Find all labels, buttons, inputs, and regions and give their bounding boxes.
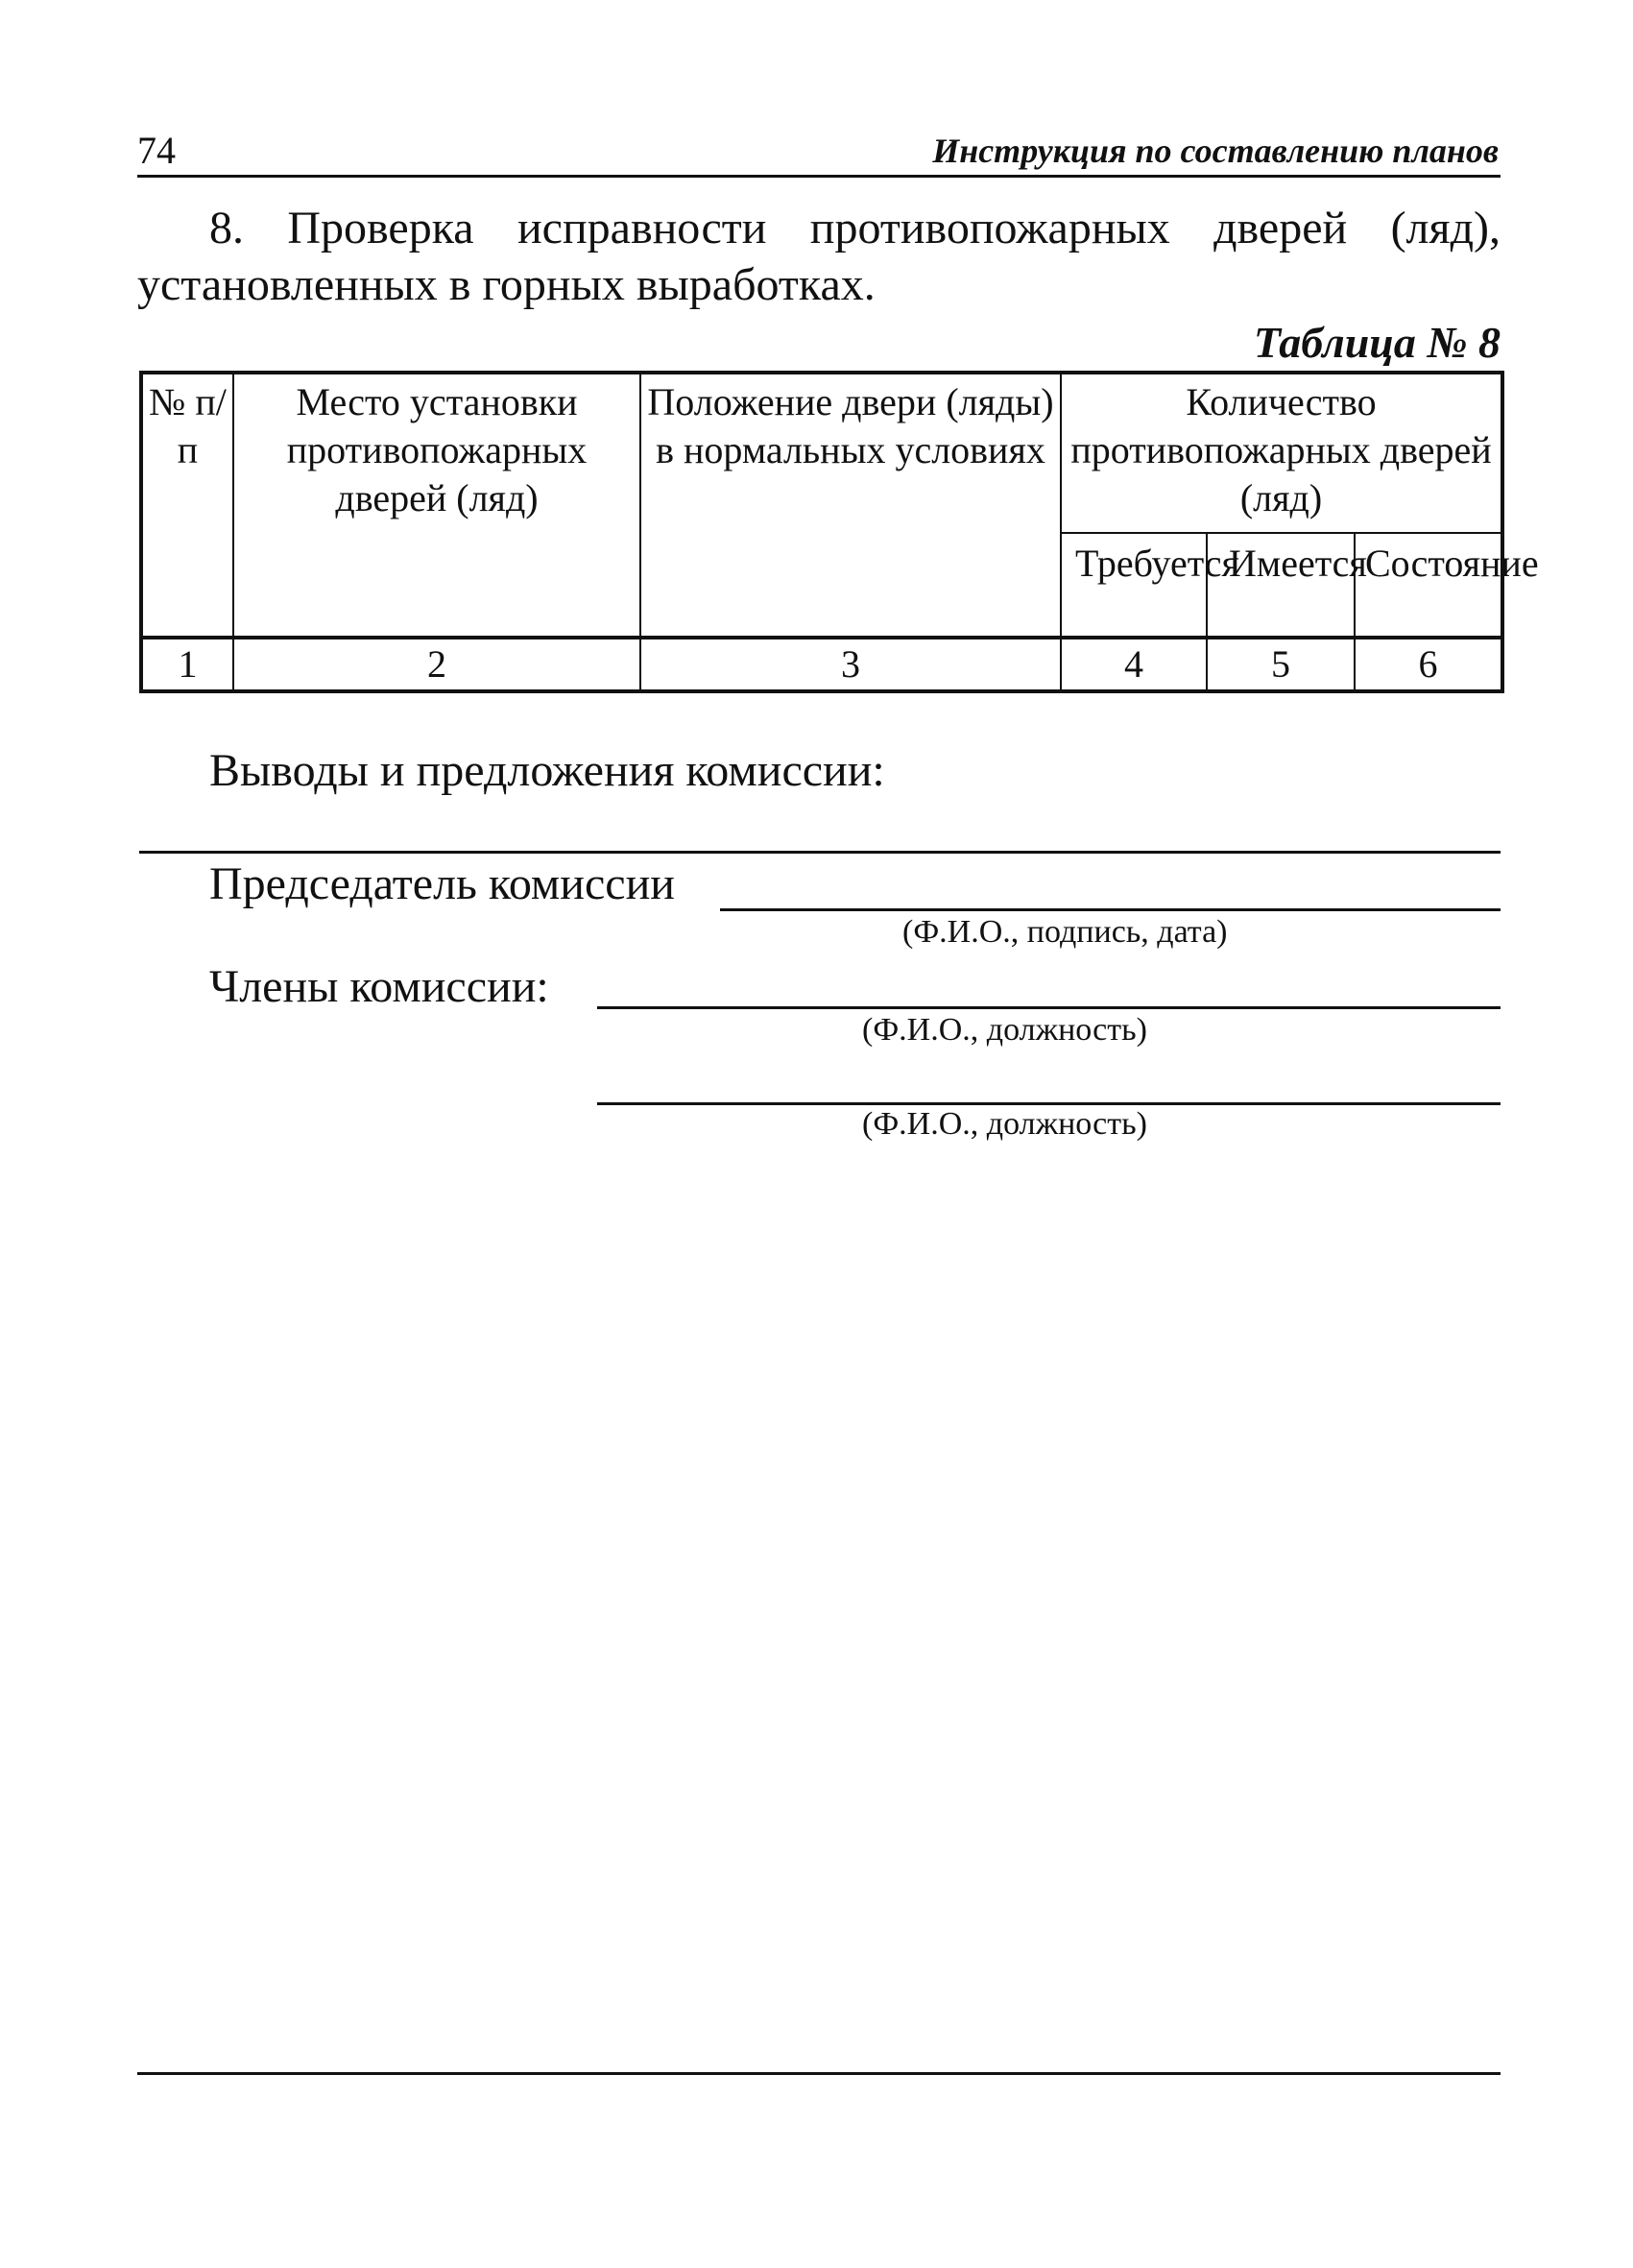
header-condition: Состояние [1355, 533, 1502, 638]
chair-signature-line [720, 908, 1501, 911]
member-signature-line-2 [597, 1102, 1501, 1105]
chair-caption: (Ф.И.О., подпись, дата) [902, 914, 1228, 950]
running-title: Инструкция по составлению планов [932, 132, 1499, 170]
header-location: Место установки противопожарных дверей (ляд) [233, 373, 640, 638]
column-number: 4 [1061, 638, 1207, 691]
page-header [137, 127, 1501, 178]
column-number: 1 [141, 638, 233, 691]
section-intro: 8. Проверка исправности противопожарных дверей (ляд), установленных в горных выработках. [137, 203, 1501, 310]
member-caption-2: (Ф.И.О., должность) [862, 1106, 1147, 1142]
column-number: 6 [1355, 638, 1502, 691]
footer-rule [137, 2072, 1501, 2075]
header-available: Имеется [1207, 533, 1355, 638]
header-num: № п/п [141, 373, 233, 638]
fire-doors-table [139, 371, 1539, 693]
member-signature-line-1 [597, 1006, 1501, 1009]
member-caption-1: (Ф.И.О., должность) [862, 1012, 1147, 1048]
header-position: Положение двери (ляды) в нормальных условиях [640, 373, 1061, 638]
column-number: 2 [233, 638, 640, 691]
page-number: 74 [137, 129, 176, 172]
conclusions-label: Выводы и предложения комиссии: [209, 745, 885, 796]
members-label: Члены комиссии: [209, 961, 549, 1012]
header-quantity: Количество противопожарных дверей (ляд) [1061, 373, 1502, 533]
chair-label: Председатель комиссии [209, 858, 675, 909]
conclusions-line [139, 851, 1501, 854]
column-number: 5 [1207, 638, 1355, 691]
table-caption: Таблица № 8 [1253, 318, 1501, 367]
header-required: Требуется [1061, 533, 1207, 638]
column-number: 3 [640, 638, 1061, 691]
